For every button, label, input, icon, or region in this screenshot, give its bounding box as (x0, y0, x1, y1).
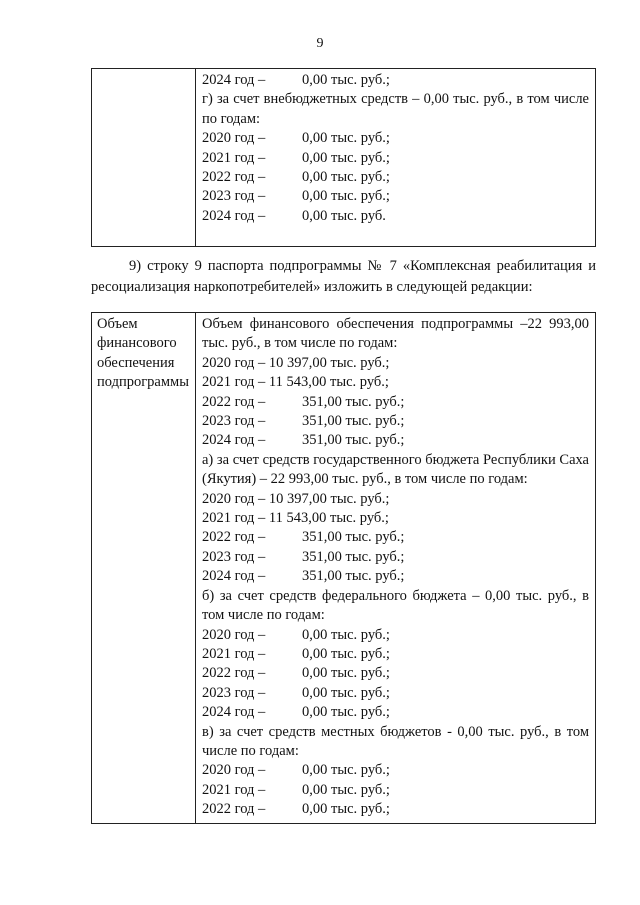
empty-label-cell (92, 69, 196, 247)
year-amount-line (202, 800, 589, 819)
year-label: 2022 год – (202, 529, 266, 546)
amount-value: 351,00 тыс. руб.; (302, 393, 405, 410)
amount-value: 0,00 тыс. руб.; (302, 762, 390, 779)
year-label: 2021 год – (202, 149, 266, 166)
funding-source-line: б) за счет средств федерального бюджета – 0,00 тыс. руб., в том числе по годам: (202, 587, 589, 624)
year-amount-line (202, 567, 589, 586)
year-amount-line (202, 71, 589, 90)
year-amount-line (202, 149, 589, 168)
year-label: 2024 год – (202, 72, 266, 88)
amount-value: 11 543,00 тыс. руб.; (268, 374, 389, 391)
year-amount-line (202, 626, 589, 645)
year-label: 2020 год – (202, 626, 266, 643)
amount-value: 11 543,00 тыс. руб.; (268, 510, 389, 527)
amount-value: 0,00 тыс. руб.; (302, 645, 390, 662)
year-amount-line (202, 684, 589, 703)
year-label: 2022 год – (202, 801, 266, 818)
amount-value: 0,00 тыс. руб.; (302, 149, 390, 166)
row-label: Объем финансового обеспечения подпрограммы (97, 316, 189, 391)
year-label: 2022 год – (202, 169, 266, 186)
year-amount-line (202, 129, 589, 148)
year-amount-line (202, 373, 589, 392)
year-label: 2024 год – (202, 207, 266, 224)
year-amount-line (202, 761, 589, 780)
year-amount-line (202, 781, 589, 800)
year-amount-line (202, 528, 589, 547)
amount-value: 0,00 тыс. руб.; (302, 781, 390, 798)
year-amount-line (202, 207, 589, 226)
amount-value: 351,00 тыс. руб.; (302, 529, 405, 546)
amount-value: 0,00 тыс. руб.; (302, 130, 390, 147)
funding-source-line: Объем финансового обеспечения подпрограммы –22 993,00 тыс. руб., в том числе по годам: (202, 316, 589, 352)
amendment-paragraph (91, 256, 596, 298)
amendment-text: 9) строку 9 паспорта подпрограммы № 7 «Комплексная реабилитация и ресоциализация наркопотребителей» изложить в следующей редакции: (91, 258, 596, 295)
year-label: 2021 год – (202, 781, 266, 798)
funding-lines (202, 315, 589, 820)
amount-value: 351,00 тыс. руб.; (302, 548, 405, 565)
year-amount-line (202, 509, 589, 528)
amount-value: 10 397,00 тыс. руб.; (268, 354, 390, 371)
year-amount-line (202, 548, 589, 567)
funding-source-line: а) за счет средств государственного бюджета Республики Саха (Якутия) – 22 993,00 тыс. руб., в том числе по годам: (202, 451, 589, 488)
year-amount-line (202, 645, 589, 664)
amount-value: 351,00 тыс. руб.; (302, 432, 405, 449)
funding-lines (202, 71, 589, 226)
year-label: 2021 год – (202, 374, 266, 391)
year-label: 2022 год – (202, 665, 266, 682)
year-label: 2020 год – (202, 762, 266, 779)
year-label: 2020 год – (202, 130, 266, 147)
year-amount-line (202, 431, 589, 450)
amount-value: 0,00 тыс. руб.; (302, 169, 390, 186)
amount-value: 351,00 тыс. руб.; (302, 413, 405, 430)
year-label: 2024 год – (202, 568, 266, 585)
year-label: 2020 год – (202, 490, 266, 507)
year-amount-line (202, 703, 589, 722)
amount-value: 0,00 тыс. руб.; (302, 801, 390, 818)
label-cell (92, 313, 196, 824)
year-amount-line (202, 187, 589, 206)
funding-source-line: г) за счет внебюджетных средств – 0,00 тыс. руб., в том числе по годам: (202, 91, 589, 127)
year-amount-line (202, 168, 589, 187)
funding-details-cell (196, 69, 596, 247)
year-label: 2021 год – (202, 645, 266, 662)
amount-value: 0,00 тыс. руб.; (302, 704, 390, 721)
amount-value: 0,00 тыс. руб.; (302, 626, 390, 643)
funding-details-cell (196, 313, 596, 824)
year-label: 2023 год – (202, 684, 266, 701)
year-label: 2021 год – (202, 510, 266, 527)
year-label: 2023 год – (202, 548, 266, 565)
year-amount-line (202, 490, 589, 509)
amount-value: 0,00 тыс. руб.; (302, 72, 390, 88)
funding-source-line: в) за счет средств местных бюджетов - 0,00 тыс. руб., в том числе по годам: (202, 723, 589, 759)
amount-value: 10 397,00 тыс. руб.; (268, 490, 390, 507)
amount-value: 0,00 тыс. руб. (302, 207, 386, 224)
amount-value: 0,00 тыс. руб.; (302, 684, 390, 701)
year-label: 2023 год – (202, 413, 266, 430)
year-amount-line (202, 664, 589, 683)
amount-value: 351,00 тыс. руб.; (302, 568, 405, 585)
subprogram-funding-table (91, 312, 596, 824)
amount-value: 0,00 тыс. руб.; (302, 665, 390, 682)
year-label: 2024 год – (202, 704, 266, 721)
year-label: 2022 год – (202, 393, 266, 410)
year-label: 2024 год – (202, 432, 266, 449)
year-label: 2023 год – (202, 188, 266, 205)
year-amount-line (202, 412, 589, 431)
year-amount-line (202, 393, 589, 412)
page-number: 9 (316, 36, 324, 51)
year-label: 2020 год – (202, 354, 266, 371)
funding-table-continued (91, 68, 596, 247)
amount-value: 0,00 тыс. руб.; (302, 188, 390, 205)
year-amount-line (202, 354, 589, 373)
